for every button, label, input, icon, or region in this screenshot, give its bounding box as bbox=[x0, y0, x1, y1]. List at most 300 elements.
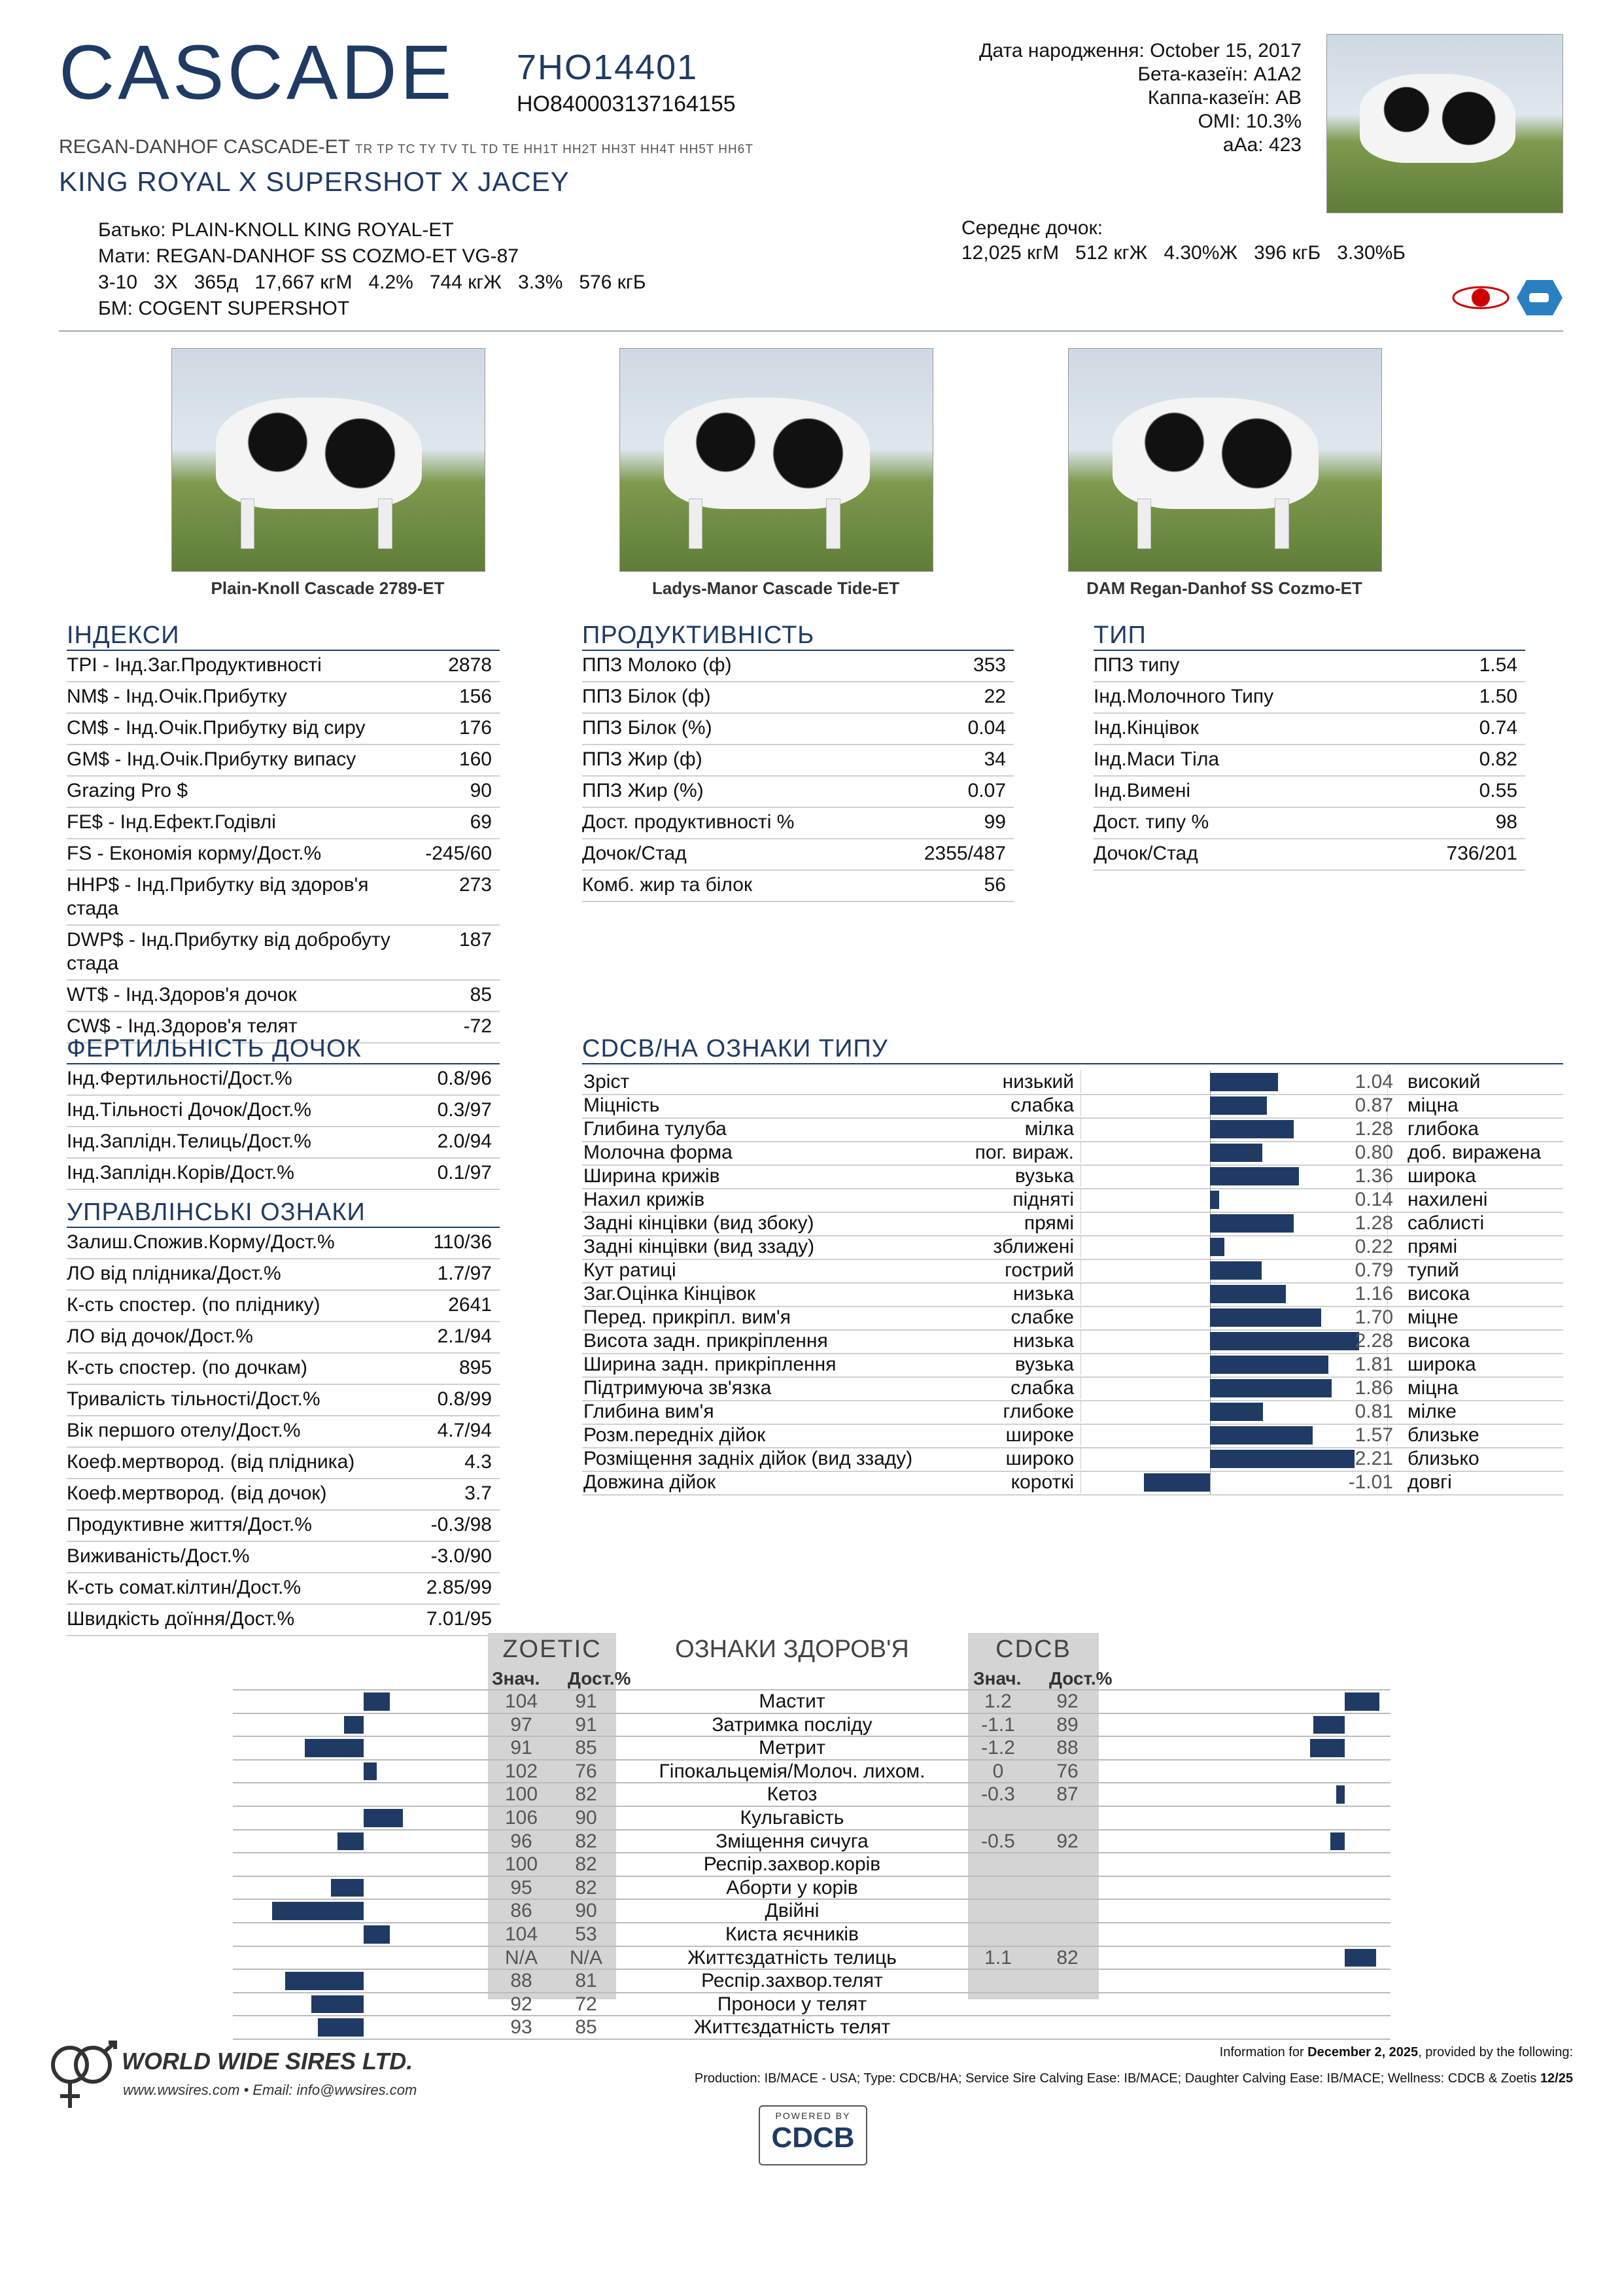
kappa-casein: Каппа-казеїн: AB bbox=[1147, 87, 1302, 109]
management-row-label: К-сть сомат.кілтин/Дост.% bbox=[67, 1577, 302, 1598]
zoetis-reliability: 82 bbox=[575, 1876, 597, 1899]
sources-line bbox=[695, 2071, 1573, 2086]
linear-trait-row bbox=[582, 1400, 1563, 1425]
index-row-label: FS - Економія корму/Дост.% bbox=[67, 843, 322, 864]
linear-traits-table bbox=[582, 1070, 1563, 1496]
fertility-row-value: 2.0/94 bbox=[437, 1130, 492, 1152]
management-table bbox=[67, 1228, 500, 1636]
full-name-text: REGAN-DANHOF CASCADE-ET bbox=[59, 136, 350, 158]
linear-trait-value: 0.87 bbox=[1355, 1095, 1393, 1116]
linear-trait-low: підняті bbox=[1012, 1189, 1074, 1210]
health-trait: Респір.захвор.корів bbox=[703, 1853, 881, 1876]
health-row bbox=[233, 1970, 1391, 1993]
cow-leg bbox=[378, 499, 392, 549]
linear-trait-value: 1.57 bbox=[1355, 1424, 1393, 1446]
index-row-value: 69 bbox=[470, 811, 492, 833]
management-row-label: Тривалість тільності/Дост.% bbox=[67, 1388, 320, 1410]
linear-trait-name: Заг.Оцінка Кінцівок bbox=[583, 1283, 755, 1305]
linear-trait-low: зближені bbox=[993, 1236, 1074, 1257]
omi: OMI: 10.3% bbox=[1198, 111, 1302, 132]
production-row-label: ППЗ Жир (ф) bbox=[582, 748, 702, 770]
linear-trait-name: Довжина дійок bbox=[583, 1471, 716, 1493]
bull-name: CASCADE bbox=[59, 29, 455, 116]
zoetis-reliability: 90 bbox=[575, 1807, 597, 1829]
linear-trait-low: слабке bbox=[1011, 1306, 1074, 1328]
management-row-value: 4.3 bbox=[464, 1451, 492, 1473]
zoetis-value: 88 bbox=[510, 1970, 532, 1992]
fertility-row-label: Інд.Заплідн.Корів/Дост.% bbox=[67, 1162, 294, 1183]
type-title: ТИП bbox=[1094, 622, 1147, 649]
health-row bbox=[233, 1853, 1391, 1877]
zoetis-value: 96 bbox=[510, 1830, 532, 1852]
management-row-label: ЛО від дочок/Дост.% bbox=[67, 1325, 253, 1347]
linear-trait-high: тупий bbox=[1408, 1259, 1459, 1281]
production-row bbox=[582, 777, 1014, 808]
index-row-label: FE$ - Інд.Ефект.Годівлі bbox=[67, 811, 276, 833]
production-row-label: ППЗ Білок (ф) bbox=[582, 686, 711, 707]
linear-trait-value: 2.21 bbox=[1355, 1448, 1393, 1469]
health-row bbox=[233, 1947, 1391, 1971]
linear-trait-low: широке bbox=[1005, 1424, 1074, 1446]
linear-trait-row bbox=[582, 1094, 1563, 1119]
management-row-label: Залиш.Спожив.Корму/Дост.% bbox=[67, 1231, 335, 1253]
linear-trait-low: вузька bbox=[1014, 1165, 1074, 1187]
linear-trait-row bbox=[582, 1165, 1563, 1189]
health-row bbox=[233, 2016, 1391, 2040]
index-row-label: HHP$ - Інд.Прибутку від здоров'я стада bbox=[67, 874, 369, 919]
cow-leg bbox=[826, 499, 840, 549]
index-row bbox=[67, 682, 500, 714]
company-contact: www.wwsires.com • Email: info@wwsires.com bbox=[123, 2082, 417, 2098]
linear-trait-high: саблисті bbox=[1408, 1212, 1485, 1234]
zoetis-reliability: 81 bbox=[575, 1970, 597, 1992]
production-row bbox=[582, 871, 1014, 902]
management-row bbox=[67, 1448, 500, 1479]
linear-trait-high: прямі bbox=[1408, 1236, 1458, 1257]
type-row-label: Інд.Маси Тіла bbox=[1094, 748, 1220, 770]
index-row bbox=[67, 981, 500, 1012]
section-rule bbox=[582, 1063, 1563, 1064]
linear-trait-bar bbox=[1210, 1332, 1359, 1350]
index-row bbox=[67, 926, 500, 981]
zoetis-reliability: 85 bbox=[575, 2016, 597, 2039]
cow-leg bbox=[1275, 499, 1288, 549]
fertility-row bbox=[67, 1096, 500, 1127]
fertility-section bbox=[67, 1035, 500, 1190]
fertility-row-value: 0.1/97 bbox=[437, 1162, 492, 1183]
index-row-value: 187 bbox=[458, 929, 492, 951]
cdcb-label: CDCB bbox=[995, 1636, 1071, 1663]
health-trait: Мастит bbox=[759, 1691, 825, 1712]
zoetis-value: 86 bbox=[510, 1900, 532, 1922]
sources-text: Production: IB/MACE - USA; Type: CDCB/HA; Service Sire Calving Ease: IB/MACE; Daughter Calving Ease: IB/MACE; Wellness: CDCB & Zoetis bbox=[694, 2071, 1537, 2086]
management-title: УПРАВЛІНСЬКІ ОЗНАКИ bbox=[67, 1199, 366, 1226]
type-row bbox=[1094, 714, 1525, 745]
production-row-value: 56 bbox=[984, 874, 1006, 896]
index-row-value: -245/60 bbox=[425, 843, 492, 864]
linear-trait-row bbox=[582, 1282, 1563, 1307]
production-row-value: 353 bbox=[973, 654, 1006, 676]
management-row-value: 0.8/99 bbox=[437, 1388, 492, 1410]
linear-trait-bar bbox=[1210, 1191, 1219, 1209]
fertility-row bbox=[67, 1064, 500, 1096]
zoetis-value: 91 bbox=[510, 1737, 532, 1759]
cdcb-reliability: 88 bbox=[1056, 1737, 1079, 1759]
index-row-label: WT$ - Інд.Здоров'я дочок bbox=[67, 984, 297, 1006]
health-trait: Проноси у телят bbox=[717, 1993, 867, 2015]
maternal-grandsire: БМ: COGENT SUPERSHOT bbox=[98, 298, 350, 319]
management-section bbox=[67, 1199, 500, 1636]
dam-record: 3-10 3X 365д 17,667 кгМ 4.2% 744 кгЖ 3.3% 576 кгБ bbox=[98, 272, 646, 293]
zoetis-value: 104 bbox=[504, 1923, 538, 1945]
linear-trait-low: вузька bbox=[1014, 1354, 1074, 1375]
zoetis-bar bbox=[272, 1902, 364, 1920]
linear-trait-high: близьке bbox=[1408, 1424, 1479, 1446]
production-row-value: 0.04 bbox=[967, 717, 1006, 739]
management-row bbox=[67, 1605, 500, 1636]
index-row bbox=[67, 871, 500, 926]
linear-trait-high: високий bbox=[1408, 1071, 1481, 1093]
health-row bbox=[233, 1807, 1391, 1831]
production-row-value: 34 bbox=[984, 748, 1006, 770]
linear-trait-row bbox=[582, 1235, 1563, 1260]
health-trait: Життєздатність телят bbox=[693, 2016, 891, 2039]
header-divider bbox=[59, 330, 1563, 332]
cow-silhouette bbox=[216, 398, 422, 509]
linear-trait-bar bbox=[1210, 1214, 1294, 1233]
cdcb-reliability: 89 bbox=[1056, 1713, 1079, 1736]
type-row bbox=[1094, 682, 1525, 714]
linear-trait-value: 1.28 bbox=[1355, 1212, 1393, 1234]
zoetis-reliability: 82 bbox=[575, 1830, 597, 1852]
health-row bbox=[233, 1923, 1391, 1947]
pedigree-block bbox=[98, 217, 646, 322]
cdcb-bar bbox=[1313, 1716, 1345, 1734]
cdcb-bar bbox=[1330, 1832, 1345, 1851]
photo-caption-2: Ladys-Manor Cascade Tide-ET bbox=[651, 578, 900, 598]
linear-trait-value: 0.80 bbox=[1355, 1142, 1393, 1163]
aaa: aAa: 423 bbox=[1222, 134, 1302, 156]
linear-section bbox=[582, 1035, 1563, 1064]
production-row-value: 0.07 bbox=[967, 780, 1006, 801]
cdcb-value: 0 bbox=[992, 1760, 1004, 1782]
zoetis-reliability: N/A bbox=[569, 1946, 602, 1969]
linear-trait-high: близько bbox=[1408, 1448, 1479, 1469]
management-row bbox=[67, 1322, 500, 1354]
zoetis-value: 104 bbox=[504, 1691, 538, 1712]
sire: Батько: PLAIN-KNOLL KING ROYAL-ET bbox=[98, 219, 454, 241]
linear-trait-high: мілке bbox=[1408, 1401, 1457, 1422]
index-row-label: NM$ - Інд.Очік.Прибутку bbox=[67, 686, 287, 707]
bull-code: 7HO14401 bbox=[517, 48, 699, 87]
management-row-value: 2641 bbox=[448, 1294, 492, 1316]
linear-trait-low: прямі bbox=[1024, 1212, 1074, 1234]
index-row bbox=[67, 714, 500, 745]
cdcb-value: -1.1 bbox=[981, 1713, 1015, 1736]
index-row-label: GM$ - Інд.Очік.Прибутку випасу bbox=[67, 748, 356, 770]
linear-trait-high: широка bbox=[1408, 1165, 1476, 1187]
pedigree-line: KING ROYAL X SUPERSHOT X JACEY bbox=[59, 166, 570, 197]
linear-trait-value: -1.01 bbox=[1348, 1471, 1393, 1493]
linear-trait-value: 0.14 bbox=[1355, 1189, 1393, 1210]
management-row-label: Коеф.мертвород. (від плідника) bbox=[67, 1451, 355, 1473]
type-row-value: 0.55 bbox=[1479, 780, 1517, 801]
zoetis-reliability: 72 bbox=[575, 1993, 597, 2015]
linear-trait-low: широко bbox=[1005, 1448, 1074, 1469]
production-row bbox=[582, 682, 1014, 714]
linear-trait-value: 1.28 bbox=[1355, 1118, 1393, 1140]
zoetis-value: N/A bbox=[504, 1946, 538, 1969]
linear-trait-name: Нахил крижів bbox=[583, 1189, 705, 1210]
health-row bbox=[233, 1761, 1391, 1784]
fertility-row-value: 0.3/97 bbox=[437, 1099, 492, 1121]
fertility-title: ФЕРТИЛЬНІСТЬ ДОЧОК bbox=[67, 1035, 362, 1062]
type-row bbox=[1094, 777, 1525, 808]
type-row-value: 0.82 bbox=[1479, 748, 1517, 770]
linear-trait-value: 1.86 bbox=[1355, 1377, 1393, 1399]
linear-trait-low: глибоке bbox=[1003, 1401, 1074, 1422]
health-trait: Двійні bbox=[765, 1900, 820, 1922]
cow-silhouette bbox=[1113, 398, 1319, 509]
health-row bbox=[233, 1831, 1391, 1854]
linear-trait-name: Розм.передніх дійок bbox=[583, 1424, 766, 1446]
production-row-value: 99 bbox=[984, 811, 1006, 833]
info-prefix: Information for bbox=[1219, 2045, 1308, 2059]
dam-photo bbox=[1068, 348, 1382, 572]
type-row bbox=[1094, 745, 1525, 777]
linear-trait-value: 1.16 bbox=[1355, 1283, 1393, 1305]
type-row-label: Дост. типу % bbox=[1094, 811, 1209, 833]
zoetis-value: 95 bbox=[510, 1876, 532, 1899]
zoetis-value: 106 bbox=[504, 1807, 538, 1829]
management-row bbox=[67, 1228, 500, 1259]
fertility-row bbox=[67, 1159, 500, 1190]
health-trait: Метрит bbox=[759, 1737, 825, 1759]
linear-trait-name: Підтримуюча зв'язка bbox=[583, 1377, 772, 1399]
zoetis-bar bbox=[311, 1995, 364, 2014]
zoetis-reliability: 85 bbox=[575, 1737, 597, 1759]
zoetis-value: 92 bbox=[510, 1993, 532, 2015]
linear-trait-high: довгі bbox=[1408, 1471, 1452, 1493]
linear-bar-area bbox=[1080, 1188, 1388, 1210]
linear-bar-area bbox=[1080, 1235, 1388, 1257]
production-row bbox=[582, 745, 1014, 777]
health-row bbox=[233, 1691, 1391, 1714]
zoetis-value-header: Знач. bbox=[492, 1668, 540, 1689]
zoetis-reliability: 82 bbox=[575, 1853, 597, 1876]
linear-trait-value: 1.36 bbox=[1355, 1165, 1393, 1187]
linear-trait-high: висока bbox=[1408, 1283, 1470, 1305]
daughter-average-values: 12,025 кгМ 512 кгЖ 4.30%Ж 396 кгБ 3.30%Б bbox=[961, 242, 1406, 264]
linear-trait-name: Перед. прикріпл. вим'я bbox=[583, 1306, 791, 1328]
cdcb-reliability: 92 bbox=[1056, 1830, 1079, 1852]
linear-trait-high: міцне bbox=[1408, 1306, 1459, 1328]
photo-caption-1: Plain-Knoll Cascade 2789-ET bbox=[211, 578, 445, 598]
index-row bbox=[67, 777, 500, 808]
linear-trait-bar bbox=[1210, 1096, 1267, 1115]
indexes-section bbox=[67, 622, 500, 1043]
linear-trait-bar bbox=[1210, 1238, 1224, 1256]
type-row-value: 0.74 bbox=[1479, 717, 1517, 739]
production-row-label: Дост. продуктивності % bbox=[582, 811, 795, 833]
management-row-label: Виживаність/Дост.% bbox=[67, 1545, 250, 1567]
company-name: WORLD WIDE SIRES LTD. bbox=[122, 2048, 413, 2075]
production-row-label: Дочок/Стад bbox=[582, 843, 687, 864]
health-trait: Кетоз bbox=[767, 1783, 818, 1806]
production-row bbox=[582, 651, 1014, 682]
type-row bbox=[1094, 651, 1525, 682]
linear-trait-name: Молочна форма bbox=[583, 1142, 733, 1163]
powered-by-cdcb-logo bbox=[759, 2105, 867, 2165]
linear-trait-value: 0.81 bbox=[1355, 1401, 1393, 1422]
genotype-block bbox=[961, 39, 1302, 157]
linear-trait-low: низька bbox=[1012, 1283, 1074, 1305]
health-row bbox=[233, 1877, 1391, 1901]
management-row bbox=[67, 1416, 500, 1448]
cdcb-bar bbox=[1310, 1739, 1345, 1757]
health-table bbox=[233, 1691, 1391, 2044]
type-row-value: 1.54 bbox=[1479, 654, 1517, 676]
linear-trait-high: доб. виражена bbox=[1408, 1142, 1542, 1163]
health-title: ОЗНАКИ ЗДОРОВ'Я bbox=[675, 1636, 909, 1663]
linear-trait-bar bbox=[1210, 1426, 1313, 1445]
type-row-value: 1.50 bbox=[1479, 686, 1517, 707]
zoetis-bar bbox=[364, 1809, 403, 1827]
linear-trait-value: 0.22 bbox=[1355, 1236, 1393, 1257]
management-row bbox=[67, 1479, 500, 1511]
index-row-label: TPI - Інд.Заг.Продуктивності bbox=[67, 654, 322, 676]
cdcb-reliability: 92 bbox=[1056, 1691, 1079, 1712]
haplotypes: TR TP TC TY TV TL TD TE HH1T HH2T HH3T HH4T HH5T HH6T bbox=[354, 143, 753, 156]
health-row bbox=[233, 1714, 1391, 1738]
type-row-label: Інд.Вимені bbox=[1094, 780, 1191, 801]
index-row-value: 90 bbox=[470, 780, 492, 801]
linear-trait-bar bbox=[1210, 1379, 1332, 1397]
health-row bbox=[233, 1900, 1391, 1923]
type-row-value: 736/201 bbox=[1446, 843, 1517, 864]
index-row bbox=[67, 839, 500, 871]
management-row-label: Швидкість доїння/Дост.% bbox=[67, 1608, 295, 1630]
index-row bbox=[67, 745, 500, 777]
linear-trait-value: 2.28 bbox=[1355, 1330, 1393, 1352]
production-row-value: 2355/487 bbox=[924, 843, 1006, 864]
fertility-table bbox=[67, 1064, 500, 1190]
linear-trait-row bbox=[582, 1259, 1563, 1284]
health-trait: Кульгавість bbox=[740, 1807, 844, 1829]
dam: Мати: REGAN-DANHOF SS COZMO-ET VG-87 bbox=[98, 245, 519, 267]
linear-trait-value: 0.79 bbox=[1355, 1259, 1393, 1281]
linear-trait-name: Задні кінцівки (вид ззаду) bbox=[583, 1236, 815, 1257]
zoetis-bar bbox=[364, 1692, 390, 1711]
production-title: ПРОДУКТИВНІСТЬ bbox=[582, 622, 815, 649]
zoetis-reliability: 76 bbox=[575, 1760, 597, 1782]
linear-trait-value: 1.81 bbox=[1355, 1354, 1393, 1375]
management-row bbox=[67, 1385, 500, 1416]
zoetis-value: 100 bbox=[504, 1783, 538, 1806]
cow-silhouette bbox=[1360, 74, 1515, 163]
cdcb-value-header: Знач. bbox=[973, 1668, 1022, 1689]
health-trait: Киста яєчників bbox=[725, 1923, 859, 1945]
linear-trait-high: міцна bbox=[1408, 1377, 1459, 1399]
management-row-value: 7.01/95 bbox=[426, 1608, 492, 1630]
linear-trait-bar bbox=[1210, 1285, 1286, 1303]
production-table bbox=[582, 651, 1014, 902]
linear-trait-high: висока bbox=[1408, 1330, 1470, 1352]
cdcb-value: -0.5 bbox=[981, 1830, 1015, 1852]
linear-trait-bar bbox=[1210, 1450, 1355, 1468]
zoetis-value: 93 bbox=[510, 2016, 532, 2039]
linear-zero-axis bbox=[1210, 1471, 1211, 1494]
linear-trait-low: низький bbox=[1002, 1071, 1074, 1093]
linear-trait-row bbox=[582, 1447, 1563, 1472]
linear-trait-name: Висота задн. прикріплення bbox=[583, 1330, 828, 1352]
production-row-label: Комб. жир та білок bbox=[582, 874, 753, 896]
fertility-row bbox=[67, 1127, 500, 1159]
cow-leg bbox=[689, 499, 702, 549]
management-row-value: 4.7/94 bbox=[437, 1420, 492, 1441]
index-row-value: 176 bbox=[458, 717, 492, 739]
type-row bbox=[1094, 808, 1525, 839]
management-row-value: 1.7/97 bbox=[437, 1263, 492, 1284]
linear-trait-bar bbox=[1210, 1308, 1321, 1327]
type-row-label: Інд.Кінцівок bbox=[1094, 717, 1199, 739]
index-row-value: 273 bbox=[458, 874, 492, 896]
powered-by: POWERED BY bbox=[775, 2111, 851, 2121]
cdcb-rel-header: Дост.% bbox=[1049, 1668, 1113, 1689]
zoetis-reliability: 90 bbox=[575, 1900, 597, 1922]
production-section bbox=[582, 622, 1014, 902]
linear-trait-low: слабка bbox=[1011, 1377, 1074, 1399]
zoetis-reliability: 82 bbox=[575, 1783, 597, 1806]
type-row-value: 98 bbox=[1495, 811, 1517, 833]
linear-trait-high: міцна bbox=[1408, 1095, 1459, 1116]
zoetis-value: 100 bbox=[504, 1853, 538, 1876]
linear-trait-bar bbox=[1210, 1261, 1262, 1280]
index-row-value: 85 bbox=[470, 984, 492, 1006]
production-row-label: ППЗ Жир (%) bbox=[582, 780, 704, 801]
zoetis-bar bbox=[285, 1972, 364, 1990]
linear-trait-row bbox=[582, 1141, 1563, 1166]
linear-trait-row bbox=[582, 1070, 1563, 1095]
management-row-value: 2.85/99 bbox=[426, 1577, 492, 1598]
daughter-photo-2 bbox=[619, 348, 933, 572]
index-row bbox=[67, 651, 500, 682]
cdcb-value: -1.2 bbox=[981, 1737, 1015, 1759]
management-row-label: К-сть спостер. (по дочкам) bbox=[67, 1357, 308, 1378]
index-row-value: 2878 bbox=[448, 654, 492, 676]
zoetis-bar bbox=[337, 1832, 364, 1851]
health-trait: Затримка посліду bbox=[712, 1713, 872, 1736]
linear-trait-row bbox=[582, 1329, 1563, 1354]
linear-trait-high: глибока bbox=[1408, 1118, 1479, 1140]
zoetis-bar bbox=[318, 2018, 364, 2037]
management-row-value: 895 bbox=[458, 1357, 492, 1378]
type-row-label: Інд.Молочного Типу bbox=[1094, 686, 1274, 707]
zoetis-reliability: 91 bbox=[575, 1713, 597, 1736]
zoetis-bar bbox=[305, 1739, 364, 1757]
zoetis-bar bbox=[344, 1716, 364, 1734]
management-row bbox=[67, 1354, 500, 1385]
linear-trait-bar bbox=[1144, 1473, 1210, 1492]
indexes-table bbox=[67, 651, 500, 1043]
cdcb-reliability: 82 bbox=[1056, 1946, 1079, 1969]
linear-trait-name: Задні кінцівки (вид збоку) bbox=[583, 1212, 814, 1234]
linear-trait-row bbox=[582, 1306, 1563, 1331]
linear-trait-name: Глибина тулуба bbox=[583, 1118, 727, 1140]
cdcb-bar bbox=[1336, 1785, 1345, 1804]
cdcb-value: 1.2 bbox=[984, 1691, 1012, 1712]
zoetis-label: ZOETIC bbox=[502, 1636, 602, 1663]
